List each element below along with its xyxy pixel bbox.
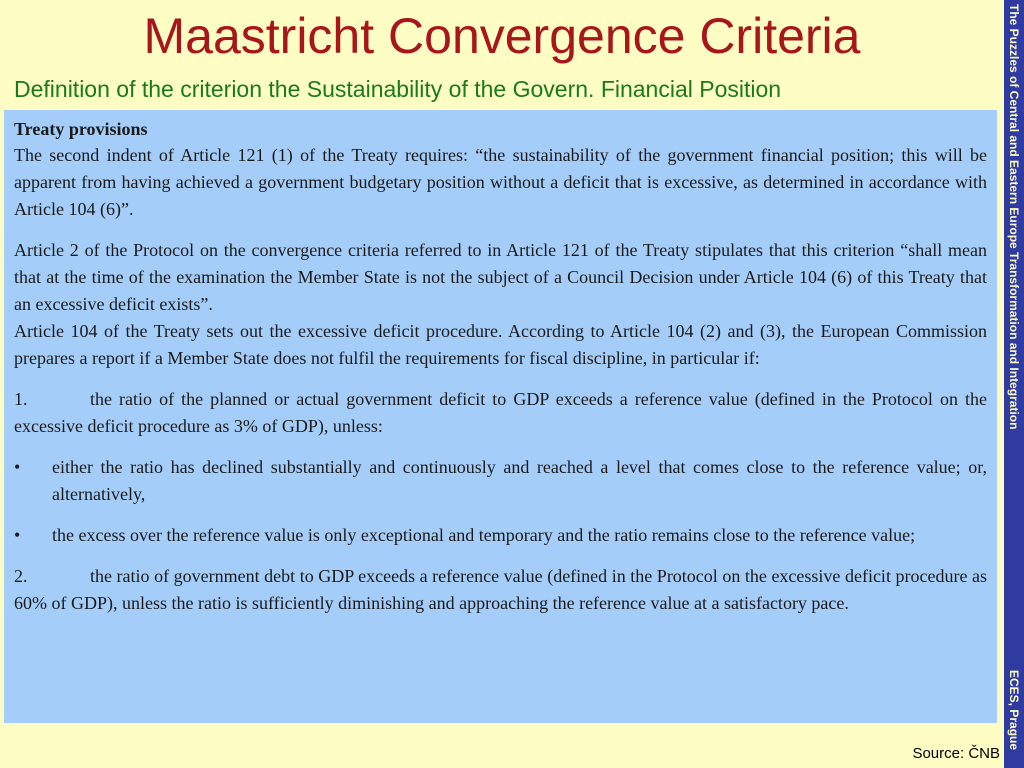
list-item-deficit [14,386,987,440]
item-text: the ratio of government debt to GDP exceeds a reference value (defined in the Protocol on the excessive deficit procedure as 60% of GDP), unless the ratio is sufficiently diminishing and approaching the reference value at a satisfactory pace. [14,566,987,613]
paragraph-article-121: The second indent of Article 121 (1) of the Treaty requires: “the sustainability of the government financial position; this will be apparent from having achieved a government budgetary position without a deficit that is excessive, as determined in accordance with Article 104 (6)”. [14,145,987,219]
section-heading: Treaty provisions [14,119,148,139]
source-note: Source: ČNB [912,745,1000,762]
bullet-icon: • [14,525,21,545]
paragraph-protocol-article-2: Article 2 of the Protocol on the convergence criteria referred to in Article 121 of the Treaty stipulates that this criterion “shall mean that at the time of the examination the Member State is not the subject of a Council Decision under Article 104 (6) of this Treaty that an excessive deficit exists”. [14,240,987,314]
sidebar-banner [1004,0,1024,768]
slide-title: Maastricht Convergence Criteria [143,8,861,64]
bullet-text: the excess over the reference value is only exceptional and temporary and the ratio remains close to the reference value; [52,525,916,545]
bullet-icon: • [14,457,21,477]
bullet-item-declined [14,454,987,508]
slide-subtitle: Definition of the criterion the Sustainability of the Govern. Financial Position [14,76,782,102]
sidebar-footer: ECES, Prague [1007,670,1021,751]
sidebar-series-title: The Puzzles of Central and Eastern Europe Transformation and Integration [1007,4,1021,430]
treaty-text-panel [4,110,997,723]
bullet-text: either the ratio has declined substantially and continuously and reached a level that comes close to the reference value; or, alternatively, [52,457,987,504]
item-number: 1. [14,389,28,409]
item-text: the ratio of the planned or actual government deficit to GDP exceeds a reference value (defined in the Protocol on the excessive deficit procedure as 3% of GDP), unless: [14,389,987,436]
list-item-debt [14,563,987,617]
bullet-item-exceptional [14,522,987,549]
item-number: 2. [14,566,28,586]
paragraph-article-104: Article 104 of the Treaty sets out the excessive deficit procedure. According to Article 104 (2) and (3), the European Commission prepares a report if a Member State does not fulfil the requirements for fiscal discipline, in particular if: [14,321,987,368]
